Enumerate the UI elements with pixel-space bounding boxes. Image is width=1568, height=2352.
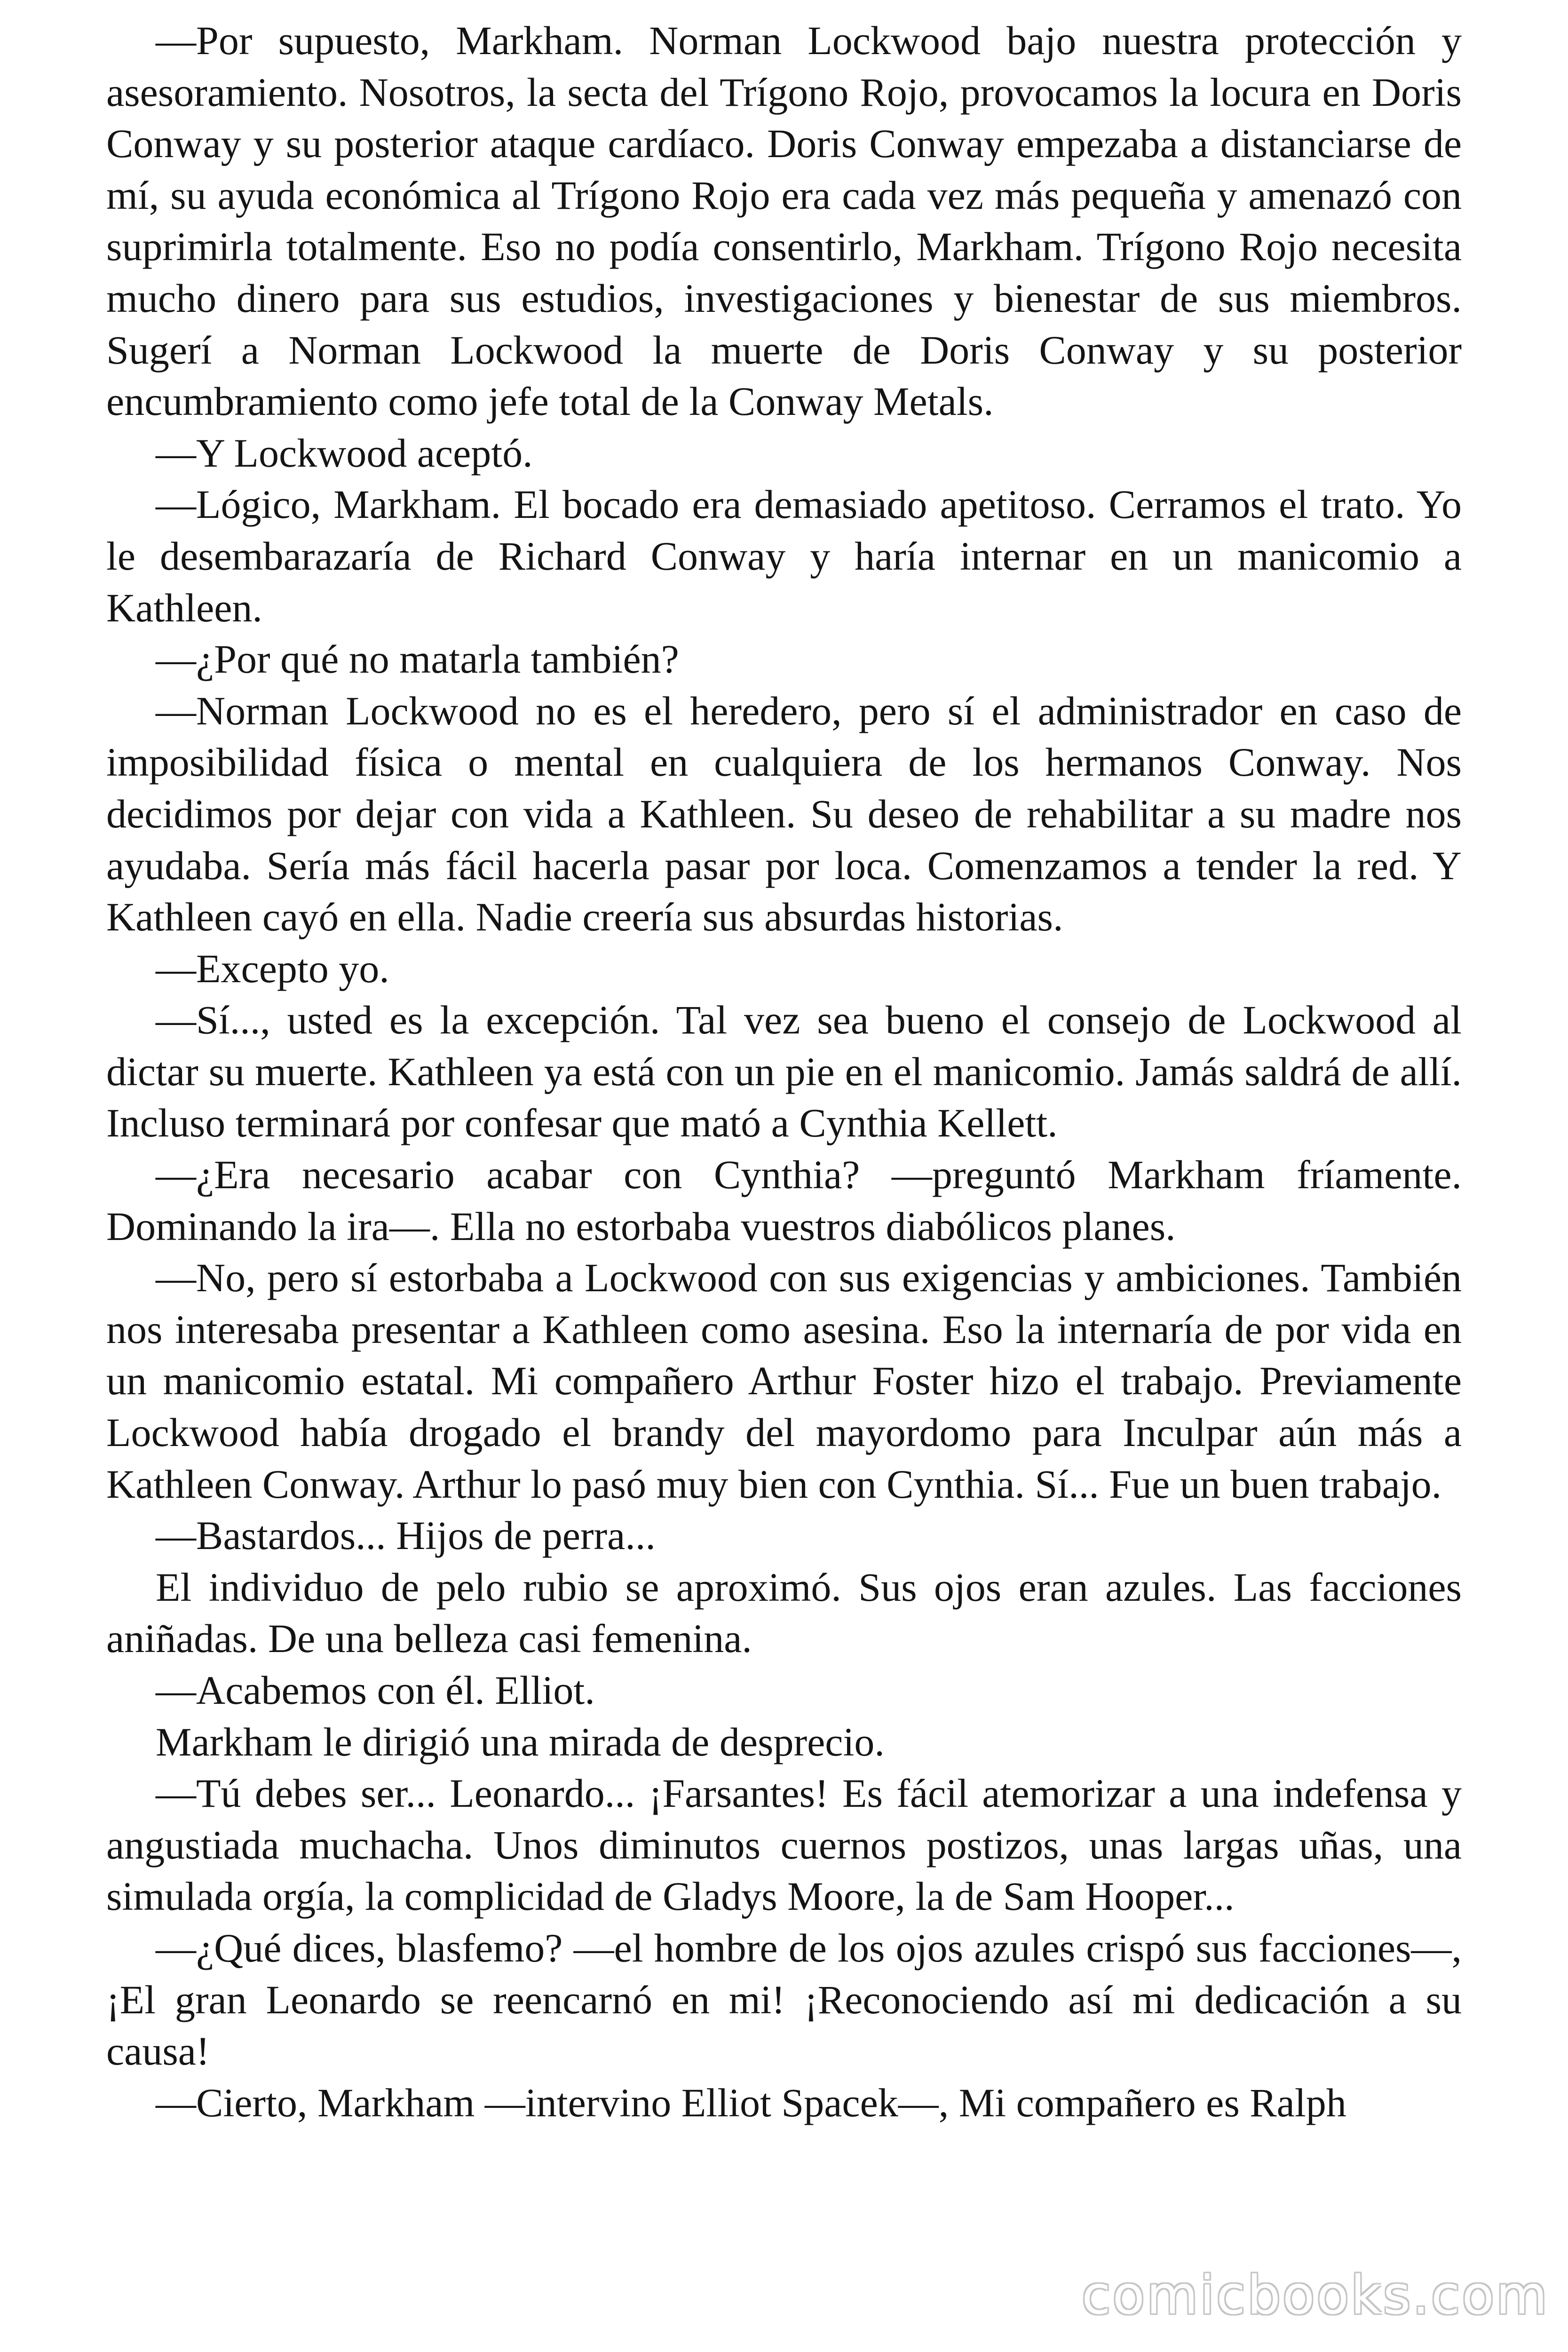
watermark: comicbooks.com [1081, 2265, 1549, 2326]
paragraph: —Cierto, Markham —intervino Elliot Spacek—, Mi compañero es Ralph [156, 2080, 1346, 2125]
paragraph: —¿Por qué no matarla también? [156, 636, 679, 682]
paragraph: —No, pero sí estorbaba a Lockwood con sus exigencias y ambiciones. También nos interesaba presentar a Kathleen como asesina. Eso la internaría de por vida en un manicomio estatal. Mi compañero Arthur Foster hizo el trabajo. Previamente Lockwood había drogado el brandy del mayordomo para Inculpar aún más a Kathleen Conway. Arthur lo pasó muy bien con Cynthia. Sí... Fue un buen trabajo. [106, 1255, 1462, 1507]
paragraph: —Excepto yo. [156, 946, 389, 991]
paragraph: —Acabemos con él. Elliot. [156, 1668, 595, 1713]
paragraph: —Por supuesto, Markham. Norman Lockwood bajo nuestra protección y asesoramiento. Nosotros, la secta del Trígono Rojo, provocamos la locura en Doris Conway y su posterior ataque cardíaco. Doris Conway empezaba a distanciarse de mí, su ayuda económica al Trígono Rojo era cada vez más pequeña y amenazó con suprimirla totalmente. Eso no podía consentirlo, Markham. Trígono Rojo necesita mucho dinero para sus estudios, investigaciones y bienestar de sus miembros. Sugerí a Norman Lockwood la muerte de Doris Conway y su posterior encumbramiento como jefe total de la Conway Metals. [106, 18, 1462, 424]
paragraph: —Lógico, Markham. El bocado era demasiado apetitoso. Cerramos el trato. Yo le desembarazaría de Richard Conway y haría internar en un manicomio a Kathleen. [106, 482, 1462, 630]
paragraph: —¿Era necesario acabar con Cynthia? —preguntó Markham fríamente. Dominando la ira—. Ella no estorbaba vuestros diabólicos planes. [106, 1152, 1462, 1249]
paragraph: —¿Qué dices, blasfemo? —el hombre de los ojos azules crispó sus facciones—, ¡El gran Leonardo se reencarnó en mi! ¡Reconociendo así mi dedicación a su causa! [106, 1925, 1462, 2074]
paragraph: —Norman Lockwood no es el heredero, pero sí el administrador en caso de imposibilidad física o mental en cualquiera de los hermanos Conway. Nos decidimos por dejar con vida a Kathleen. Su deseo de rehabilitar a su madre nos ayudaba. Sería más fácil hacerla pasar por loca. Comenzamos a tender la red. Y Kathleen cayó en ella. Nadie creería sus absurdas historias. [106, 688, 1462, 940]
page-text [106, 15, 1462, 2129]
paragraph: Markham le dirigió una mirada de desprecio. [156, 1719, 885, 1764]
paragraph: —Y Lockwood aceptó. [156, 430, 533, 476]
paragraph: —Tú debes ser... Leonardo... ¡Farsantes! Es fácil atemorizar a una indefensa y angustiada muchacha. Unos diminutos cuernos postizos, unas largas uñas, una simulada orgía, la complicidad de Gladys Moore, la de Sam Hooper... [106, 1771, 1462, 1919]
paragraph: —Bastardos... Hijos de perra... [156, 1513, 656, 1558]
paragraph: —Sí..., usted es la excepción. Tal vez sea bueno el consejo de Lockwood al dictar su muerte. Kathleen ya está con un pie en el manicomio. Jamás saldrá de allí. Incluso terminará por confesar que mató a Cynthia Kellett. [106, 997, 1462, 1146]
paragraph: El individuo de pelo rubio se aproximó. Sus ojos eran azules. Las facciones aniñadas. De una belleza casi femenina. [106, 1564, 1462, 1661]
